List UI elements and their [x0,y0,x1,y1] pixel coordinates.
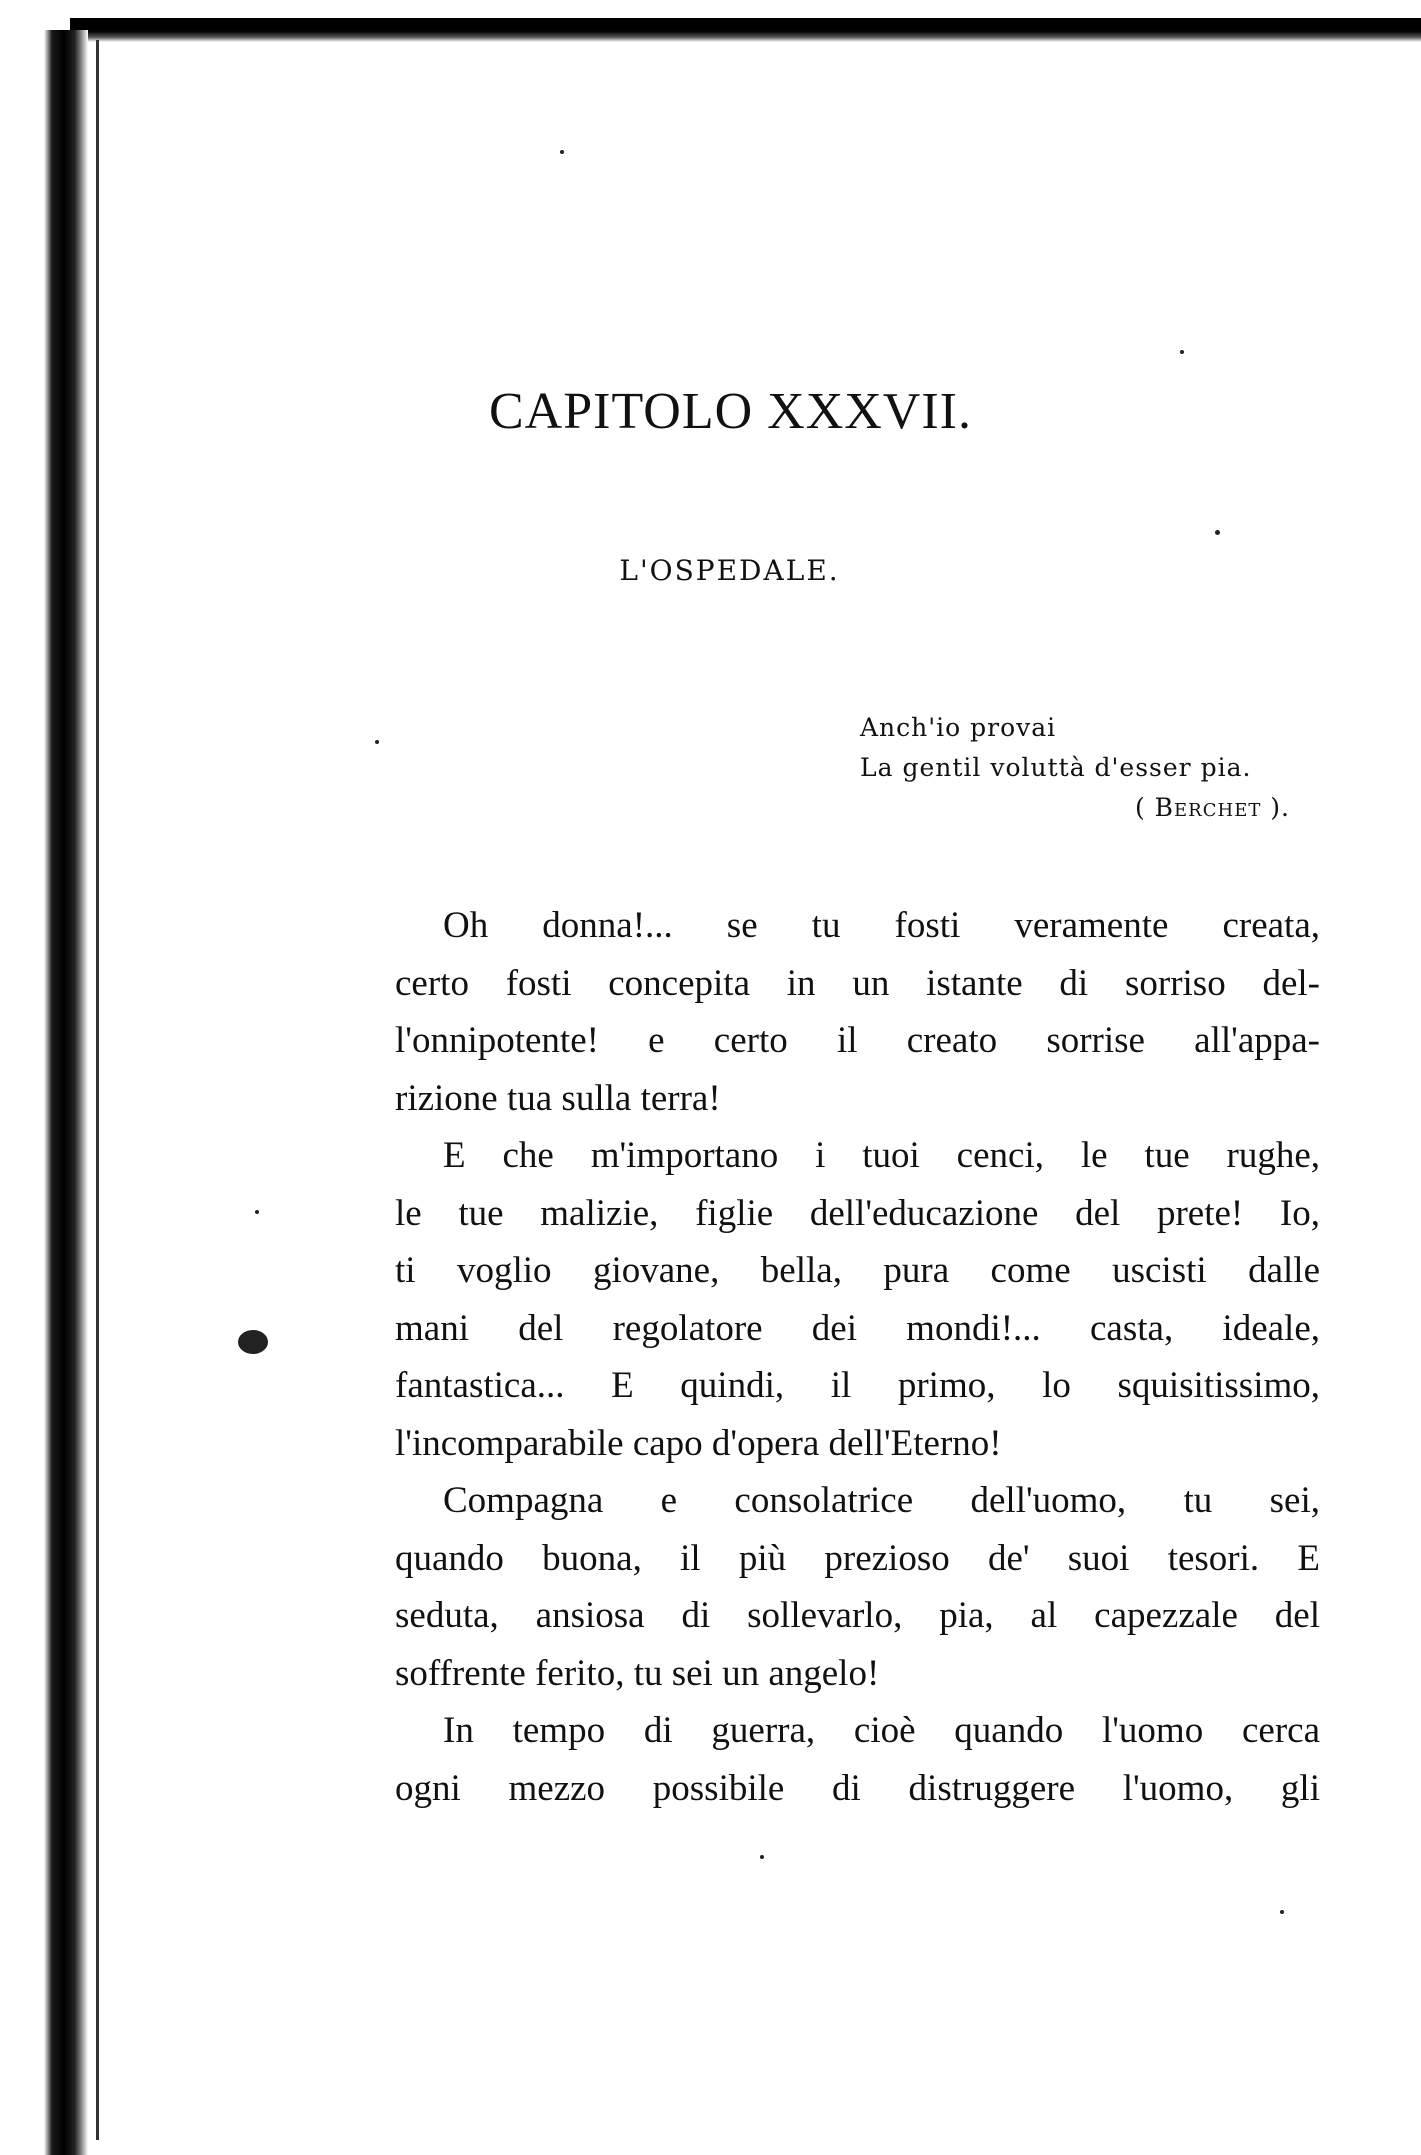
text-line: E che m'importano i tuoi cenci, le tue rughe, [443,1135,1320,1176]
scan-speck [1180,350,1184,354]
text-line: ogni mezzo possibile di distruggere l'uomo, gli [395,1767,1320,1809]
attribution-name: Berchet [1154,793,1262,822]
text-line: certo fosti concepita in un istante di sorriso del- [395,962,1320,1004]
text-line: le tue malizie, figlie dell'educazione del prete! Io, [395,1192,1320,1234]
text-line: soffrente ferito, tu sei un angelo! [395,1652,880,1694]
scan-speck [375,740,379,744]
binding-shadow-line [96,40,99,2140]
text-line: ti voglio giovane, bella, pura come uscisti dalle [395,1250,1320,1291]
scan-speck [1215,530,1220,535]
body-text [395,897,1320,1817]
text-line: l'onnipotente! e certo il creato sorrise all'appa- [395,1020,1320,1061]
text-line: Compagna e consolatrice dell'uomo, tu sei, [443,1480,1320,1521]
chapter-title: CAPITOLO XXXVII. [488,383,972,440]
scan-speck [255,1210,259,1214]
chapter-subtitle: L'OSPEDALE. [619,554,840,587]
text-line: mani del regolatore dei mondi!... casta, ideale, [395,1307,1320,1349]
scan-speck [560,150,564,154]
book-binding-edge [44,30,88,2155]
text-line: rizione tua sulla terra! [395,1077,721,1119]
epigraph-line: La gentil voluttà d'esser pia. [860,753,1252,782]
epigraph [860,708,1320,828]
text-line: Oh donna!... se tu fosti veramente creata, [443,905,1320,946]
scan-speck [238,1330,268,1354]
scan-speck [760,1855,764,1859]
paragraph [395,1472,1320,1702]
text-line: fantastica... E quindi, il primo, lo squisitissimo, [395,1365,1320,1406]
paragraph [395,1127,1320,1472]
paragraph [395,897,1320,1127]
paragraph [395,1702,1320,1817]
page-top-edge [70,18,1421,42]
text-line: l'incomparabile capo d'opera dell'Eterno! [395,1422,1002,1464]
attribution-close: ). [1261,793,1290,822]
text-line: seduta, ansiosa di sollevarlo, pia, al capezzale del [395,1595,1320,1636]
scan-speck [1280,1910,1284,1914]
epigraph-line: Anch'io provai [860,713,1057,742]
attribution-open: ( [1134,793,1155,822]
epigraph-attribution [860,788,1320,828]
text-line: In tempo di guerra, cioè quando l'uomo cerca [443,1710,1320,1751]
text-line: quando buona, il più prezioso de' suoi tesori. E [395,1537,1320,1579]
